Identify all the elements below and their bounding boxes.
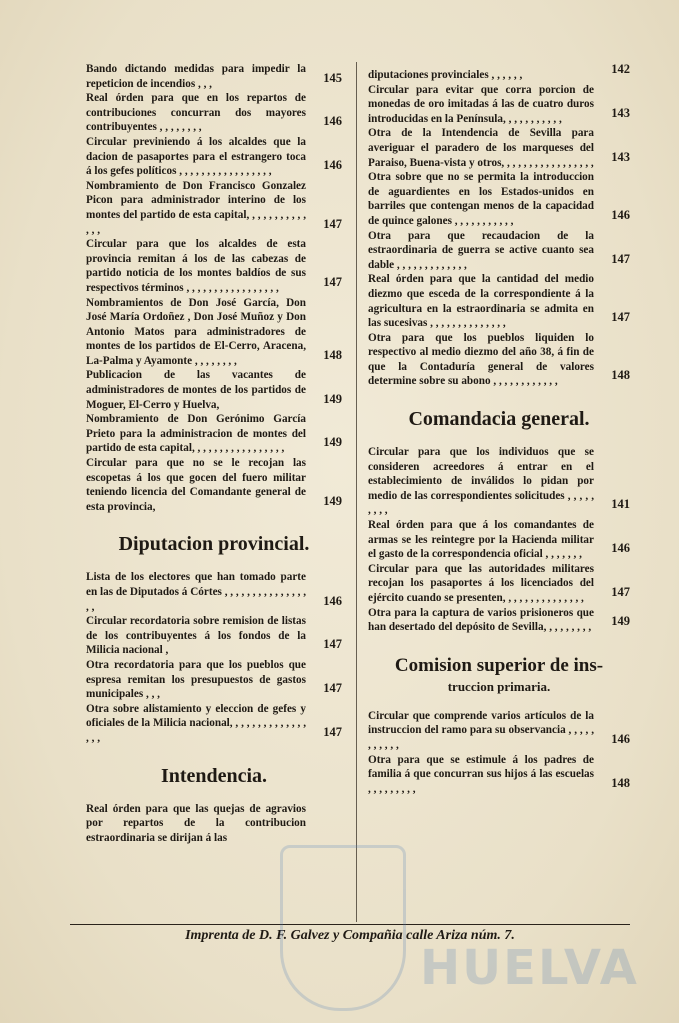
index-entry — [86, 91, 342, 135]
entry-page-number: 148 — [611, 775, 630, 790]
index-entry — [86, 614, 342, 658]
entry-page-number: 147 — [323, 637, 342, 652]
entry-page-number: 142 — [611, 62, 630, 76]
index-entry — [368, 709, 630, 753]
index-entry — [368, 518, 630, 562]
entry-page-number: 145 — [323, 70, 342, 85]
left-index-list — [86, 62, 342, 514]
entry-text: Nombramiento de Don Gerónimo García Prieto para la administracion de montes del partido de esta capital, , , , , , , , , , , , , , , , , — [86, 413, 306, 455]
entry-text: Otra sobre que no se permita la introduccion de aguardientes en los Estados-unidos en barriles que contengan menos de la capacidad de quince galones , , , , , , , , , , , — [368, 171, 594, 227]
index-entry — [86, 179, 342, 237]
entry-text: Otra para la captura de varios prisioneros que han desertado del depósito de Sevilla, , , , , , , , , — [368, 606, 594, 634]
entry-text: Circular para evitar que corra porcion de monedas de oro imitadas á las de cuatro duros introducidas en la Península, , , , , , , , , , , — [368, 83, 594, 125]
entry-page-number: 146 — [323, 114, 342, 129]
entry-page-number: 147 — [323, 216, 342, 231]
entry-page-number: 147 — [611, 251, 630, 266]
entry-page-number: 146 — [611, 207, 630, 222]
entry-page-number: 146 — [323, 158, 342, 173]
entry-text: Real órden para que en los repartos de contribuciones concurran dos mayores contribuyentes , , , , , , , , — [86, 92, 306, 134]
watermark-text: HUELVA — [420, 940, 639, 996]
index-entry — [86, 702, 342, 746]
index-entry — [86, 570, 342, 614]
entry-text: Lista de los electores que han tomado parte en las de Diputados á Córtes , , , , , , , , , , , , , , , , , — [86, 571, 306, 613]
index-entry — [86, 802, 342, 846]
intendencia-index-list — [86, 802, 342, 846]
index-entry — [86, 368, 342, 412]
entry-text: Otra para que se estimule á los padres de familia á que concurran sus hijos á las escuelas , , , , , , , , , — [368, 753, 594, 795]
entry-text: Otra sobre alistamiento y eleccion de gefes y oficiales de la Milicia nacional, , , , , , , , , , , , , , , , , — [86, 702, 306, 744]
entry-page-number: 147 — [323, 681, 342, 696]
index-entry — [368, 62, 630, 83]
left-column — [86, 62, 342, 845]
diputacion-index-list — [86, 570, 342, 745]
entry-page-number: 147 — [323, 274, 342, 289]
entry-text: Otra recordatoria para que los pueblos que espresa remitan los presupuestos de gastos municipales , , , — [86, 658, 306, 701]
section-heading-comandancia: Comandacia general. — [408, 408, 590, 431]
entry-page-number: 149 — [323, 435, 342, 450]
entry-text: Real órden para que la cantidad del medio diezmo que esceda de la correspondiente á la agricultura en la estraordinaria se admita en las sucesivas , , , , , , , , , , , , , , — [368, 273, 594, 330]
index-entry — [86, 135, 342, 179]
entry-page-number: 147 — [611, 585, 630, 599]
comandancia-index-list — [368, 445, 630, 635]
entry-page-number: 146 — [323, 593, 342, 608]
entry-page-number: 147 — [323, 724, 342, 739]
entry-text: Otra para que los pueblos liquiden lo respectivo al medio diezmo del año 38, á fin de que la Contaduría general de valores determine sobre su abono , , , , , , , , , , , , — [368, 331, 594, 388]
index-entry — [368, 562, 630, 606]
index-entry — [368, 126, 630, 170]
footer-rule — [70, 924, 630, 925]
entry-text: Real órden para que las quejas de agravios por repartos de la contribucion estraordinaria se dirijan á las — [86, 802, 306, 844]
index-entry — [368, 606, 630, 635]
entry-page-number: 146 — [611, 541, 630, 556]
index-entry — [86, 237, 342, 295]
section-heading-intendencia: Intendencia. — [160, 764, 268, 787]
entry-page-number — [306, 839, 342, 845]
index-entry — [86, 658, 342, 702]
entry-text: Bando dictando medidas para impedir la repeticion de incendios , , , — [86, 63, 306, 90]
entry-text: Otra para que recaudacion de la estraordinaria de guerra se active cuanto sea dable , , , , , , , , , , , , , — [368, 229, 594, 271]
entry-page-number: 148 — [323, 347, 342, 362]
entry-text: diputaciones provinciales , , , , , , — [368, 69, 523, 81]
entry-text: Nombramientos de Don José García, Don José María Ordoñez , Don José Muñoz y Don Antonio Matos para administradores de montes de los partidos de El-Cerro, Aracena, La-Palma y Ayamonte , , , , , , , , — [86, 296, 306, 367]
index-entry — [368, 331, 630, 389]
entry-page-number: 143 — [611, 105, 630, 120]
entry-text: Nombramiento de Don Francisco Gonzalez Picon para administrador interino de los montes del partido de esta capital, , , , , , , , , , , , , , — [86, 179, 306, 236]
entry-page-number: 143 — [611, 149, 630, 164]
index-entry — [368, 229, 630, 273]
entry-text: Circular para que los alcaldes de esta provincia remitan á los de las cabezas de partido noticia de los montes baldíos de sus respectivos términos , , , , , , , , , , , , , , , , , — [86, 238, 306, 294]
index-entry — [86, 412, 342, 456]
entry-text: Circular recordatoria sobre remision de listas de los contribuyentes á los fondos de la Milicia nacional , — [86, 615, 306, 657]
entry-text: Circular para que las autoridades militares recojan los pasaportes á los licenciados del ejército cuando se presenten, , , , , , , , , , , , , , , — [368, 562, 594, 604]
section-heading-comision: Comision superior de ins- — [394, 654, 604, 676]
entry-text: Real órden para que á los comandantes de armas se les reintegre por la Hacienda militar el gasto de la correspondencia oficial , , , , , , , — [368, 519, 594, 561]
column-divider — [356, 62, 357, 922]
imprint-footer: Imprenta de D. F. Galvez y Compañia calle Ariza núm. 7. — [185, 928, 515, 943]
index-entry — [86, 456, 342, 514]
entry-text: Circular para que no se le recojan las escopetas á los que gocen del fuero militar teniendo licencia del Comandante general de esta provincia, — [86, 457, 306, 513]
index-entry — [368, 170, 630, 228]
section-heading-diputacion: Diputacion provincial. — [118, 533, 310, 556]
entry-text: Otra de la Intendencia de Sevilla para averiguar el paradero de los marqueses del Paraiso, Buena-vista y otros, , , , , , , , , , , , , , , , , — [368, 127, 594, 169]
index-entry — [368, 83, 630, 127]
entry-page-number: 149 — [323, 391, 342, 406]
entry-page-number: 149 — [611, 614, 630, 629]
index-entry — [368, 272, 630, 330]
entry-text: Publicacion de las vacantes de administradores de montes de los partidos de Moguer, El-Cerro y Huelva, — [86, 369, 306, 411]
index-entry — [368, 753, 630, 797]
right-index-list — [368, 62, 630, 389]
section-subheading-comision: truccion primaria. — [447, 678, 551, 694]
entry-page-number: 148 — [611, 368, 630, 383]
entry-page-number: 141 — [611, 497, 630, 512]
entry-page-number: 147 — [611, 310, 630, 325]
index-entry — [86, 62, 342, 91]
entry-text: Circular para que los individuos que se consideren acreedores á entrar en el establecimiento de inválidos lo pidan por medio de las correspondientes solicitudes , , , , , , , , , — [368, 446, 594, 517]
entry-text: Circular que comprende varios artículos de la instruccion del ramo para su observancia , , , , , , , , , , , — [368, 709, 594, 751]
comision-index-list — [368, 709, 630, 797]
entry-text: Circular previniendo á los alcaldes que la dacion de pasaportes para el estrangero toca á los gefes políticos , , , , , , , , , , , , , , , , , — [86, 135, 306, 178]
index-entry — [86, 296, 342, 369]
right-column — [368, 62, 630, 796]
index-entry — [368, 445, 630, 518]
entry-page-number: 146 — [611, 731, 630, 746]
entry-page-number: 149 — [323, 493, 342, 508]
